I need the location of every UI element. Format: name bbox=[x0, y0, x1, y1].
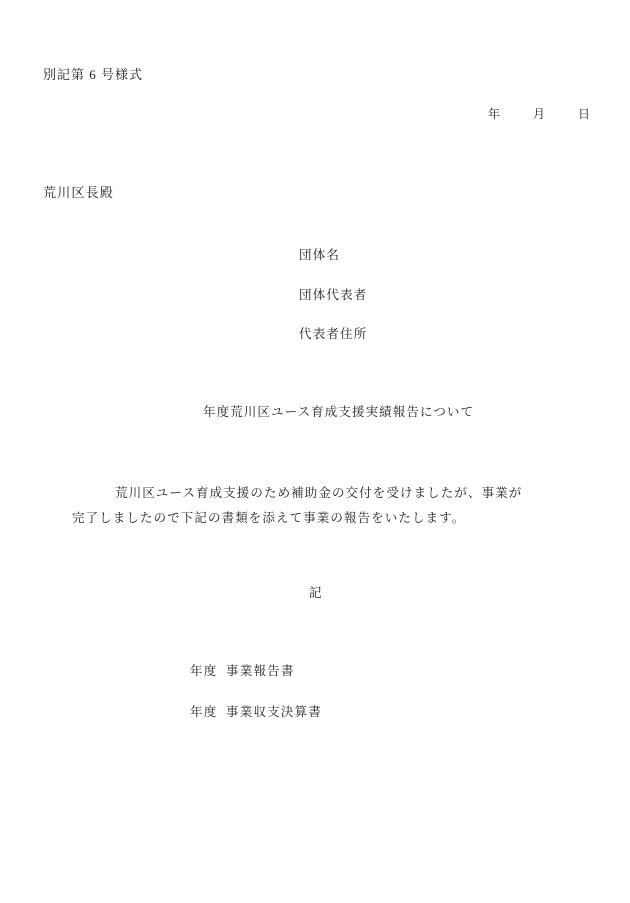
addressee: 荒川区長殿 bbox=[43, 185, 115, 200]
organization-representative-label: 団体代表者 bbox=[299, 288, 368, 302]
form-number: 別記第 6 号様式 bbox=[43, 67, 144, 82]
body-paragraph-line-2: 完了しましたので下記の書類を添えて事業の報告をいたします。 bbox=[72, 511, 466, 525]
attachment-item-1: 年度 事業報告書 bbox=[190, 664, 295, 678]
organization-name-label: 団体名 bbox=[299, 248, 341, 262]
ki-marker: 記 bbox=[309, 586, 323, 600]
attachment-item-2: 年度 事業収支決算書 bbox=[190, 705, 322, 719]
document-title: 年度荒川区ユース育成支援実績報告について bbox=[203, 405, 475, 419]
date-field: 年 月 日 bbox=[488, 107, 592, 121]
representative-address-label: 代表者住所 bbox=[299, 327, 368, 341]
body-paragraph-line-1: 荒川区ユース育成支援のため補助金の交付を受けましたが、事業が bbox=[115, 486, 523, 500]
